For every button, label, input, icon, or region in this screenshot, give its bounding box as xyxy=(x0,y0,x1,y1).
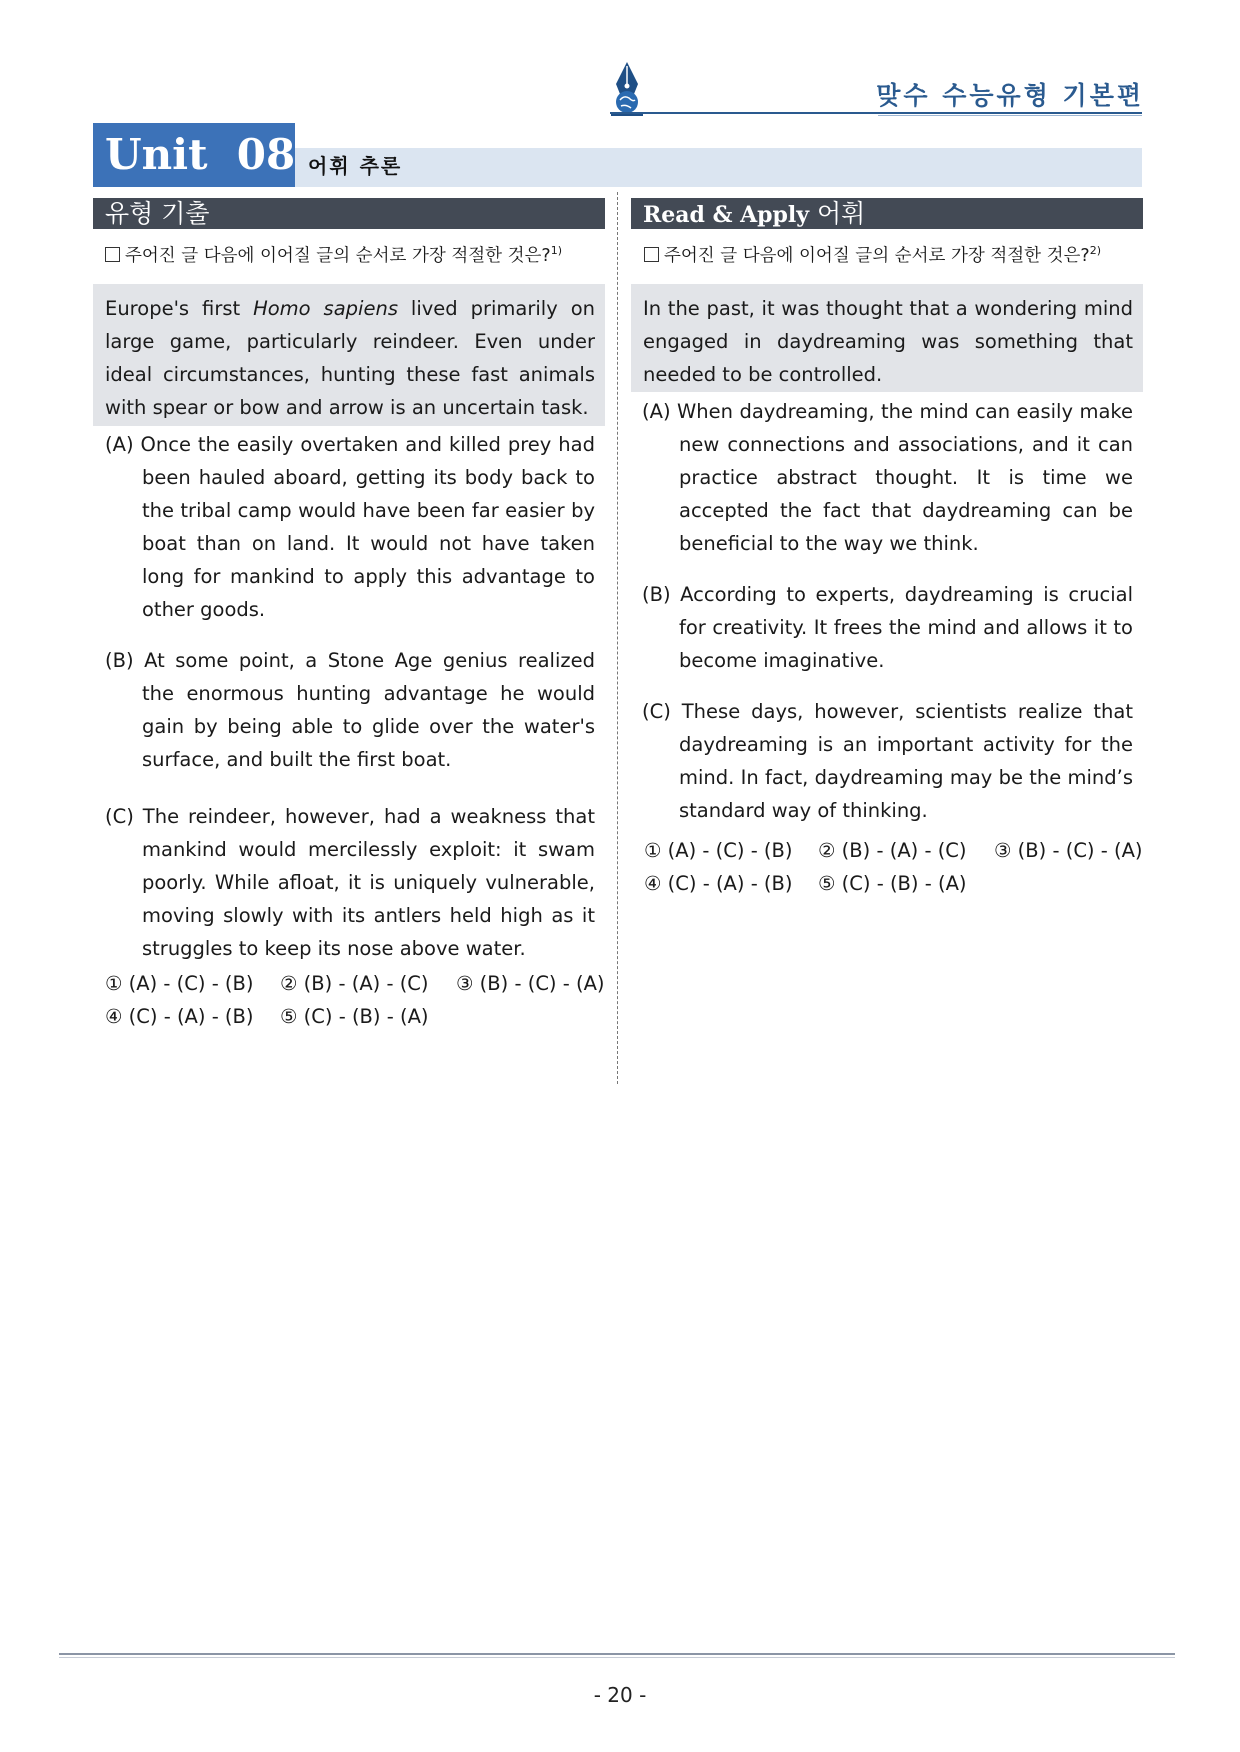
intro-text-start: Europe's first xyxy=(105,297,254,320)
right-intro-passage: In the past, it was thought that a wondering mind engaged in daydreaming was something that needed to be controlled. xyxy=(631,284,1143,392)
left-intro-passage xyxy=(93,284,605,426)
footnote-ref: 1) xyxy=(550,244,562,258)
page-number: - 20 - xyxy=(593,1683,647,1707)
footer-rule xyxy=(59,1653,1175,1655)
unit-band xyxy=(295,148,1142,187)
right-item-c: (C) These days, however, scientists realize that daydreaming is an important activity for the mind. In fact, daydreaming may be the mind’s standard way of thinking. xyxy=(642,700,1133,822)
left-item-a: (A) Once the easily overtaken and killed prey had been hauled aboard, getting its body back to the tribal camp would have been far easier by boat than on land. It would not have taken long for mankind to apply this advantage to other goods. xyxy=(105,433,595,621)
left-choice-1[interactable]: ① (A) - (C) - (B) xyxy=(105,972,254,995)
right-question xyxy=(644,242,1101,267)
right-choice-4[interactable]: ④ (C) - (A) - (B) xyxy=(644,872,793,895)
column-divider xyxy=(617,192,618,1084)
right-section-title xyxy=(631,198,1143,229)
checkbox-icon xyxy=(105,247,120,262)
right-choice-5[interactable]: ⑤ (C) - (B) - (A) xyxy=(818,872,967,895)
header-rule-accent xyxy=(878,115,1142,116)
read-apply-label: Read & Apply xyxy=(643,202,810,228)
right-item-a: (A) When daydreaming, the mind can easily make new connections and associations, and it can practice abstract thought. It is time we accepted the fact that daydreaming can be beneficial to the way we think. xyxy=(642,400,1133,555)
left-question xyxy=(105,242,562,267)
left-choice-5[interactable]: ⑤ (C) - (B) - (A) xyxy=(280,1005,429,1028)
pen-nib-globe-icon xyxy=(607,60,647,116)
checkbox-icon xyxy=(644,247,659,262)
right-choice-1[interactable]: ① (A) - (C) - (B) xyxy=(644,839,793,862)
left-choice-4[interactable]: ④ (C) - (A) - (B) xyxy=(105,1005,254,1028)
book-title: 맞수 수능유형 기본편 xyxy=(876,81,1144,110)
left-choice-2[interactable]: ② (B) - (A) - (C) xyxy=(280,972,429,995)
right-item-b: (B) According to experts, daydreaming is crucial for creativity. It frees the mind and allows it to become imaginative. xyxy=(642,583,1133,672)
right-choice-3[interactable]: ③ (B) - (C) - (A) xyxy=(994,839,1143,862)
footnote-ref: 2) xyxy=(1089,244,1101,258)
footer-rule-thin xyxy=(59,1657,1175,1658)
header-rule xyxy=(610,112,1142,114)
intro-italic-term: Homo sapiens xyxy=(253,297,398,320)
unit-label: Unit 08 xyxy=(93,123,295,187)
right-choice-2[interactable]: ② (B) - (A) - (C) xyxy=(818,839,967,862)
left-section-title: 유형 기출 xyxy=(93,198,605,229)
left-item-c: (C) The reindeer, however, had a weakness that mankind would mercilessly exploit: it swam poorly. While afloat, it is uniquely vulnerable, moving slowly with its antlers held high as it struggles to keep its nose above water. xyxy=(105,805,595,960)
right-question-text: 주어진 글 다음에 이어질 글의 순서로 가장 적절한 것은? xyxy=(664,246,1090,266)
right-section-suffix: 어휘 xyxy=(809,199,866,228)
intro-text-end: lived primarily on large game, particularly reindeer. Even under ideal circumstances, hunting these fast animals with spear or bow and arrow is an uncertain task. xyxy=(105,297,595,419)
left-question-text: 주어진 글 다음에 이어질 글의 순서로 가장 적절한 것은? xyxy=(125,246,551,266)
left-item-b: (B) At some point, a Stone Age genius realized the enormous hunting advantage he would gain by being able to glide over the water's surface, and built the first boat. xyxy=(105,649,595,771)
left-choice-3[interactable]: ③ (B) - (C) - (A) xyxy=(456,972,605,995)
unit-topic: 어휘 추론 xyxy=(308,154,403,178)
